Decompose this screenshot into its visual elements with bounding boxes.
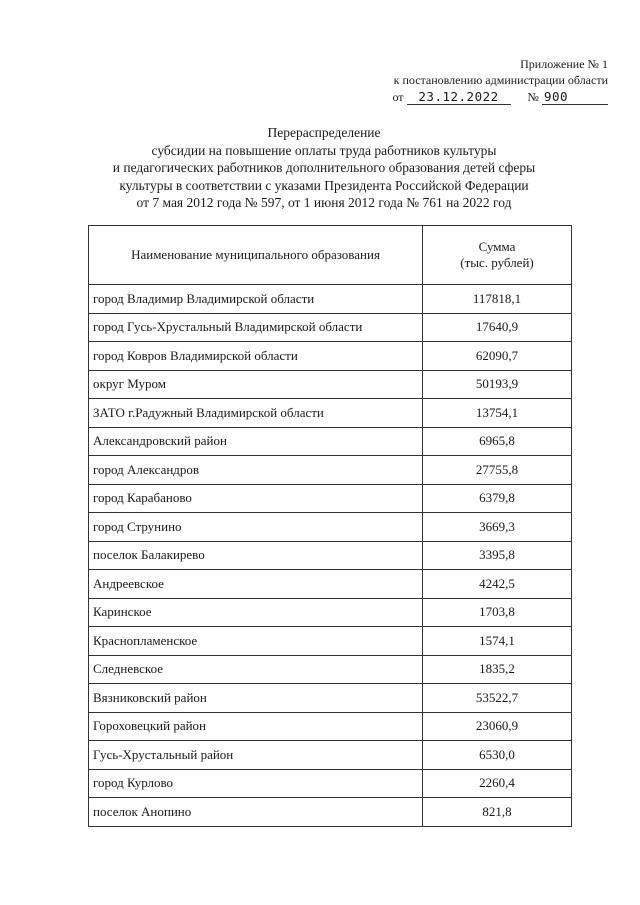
subsidy-amount: 1703,8 [423, 598, 572, 627]
table-row [89, 541, 572, 570]
municipality-name: округ Муром [89, 370, 423, 399]
table-row [89, 627, 572, 656]
title-line: и педагогических работников дополнительного образования детей сферы [112, 160, 536, 175]
appendix-date-line [392, 89, 608, 105]
subsidy-amount: 821,8 [423, 798, 572, 827]
municipality-name: Александровский район [89, 427, 423, 456]
municipality-name: Гусь-Хрустальный район [89, 741, 423, 770]
municipality-name: город Курлово [89, 769, 423, 798]
table-row [89, 399, 572, 428]
municipality-name: Краснопламенское [89, 627, 423, 656]
table-row [89, 484, 572, 513]
table-row [89, 370, 572, 399]
table-row [89, 598, 572, 627]
subsidy-amount: 17640,9 [423, 313, 572, 342]
municipality-name: город Ковров Владимирской области [89, 342, 423, 371]
municipality-name: Гороховецкий район [89, 712, 423, 741]
title-line: субсидии на повышение оплаты труда работников культуры [151, 142, 497, 158]
column-header-sum-unit: (тыс. рублей) [460, 255, 534, 270]
subsidy-amount: 13754,1 [423, 399, 572, 428]
subsidy-amount: 6379,8 [423, 484, 572, 513]
column-header-sum-title: Сумма [478, 239, 516, 254]
table-header-row [89, 226, 572, 285]
subsidy-amount: 1574,1 [423, 627, 572, 656]
subsidy-amount: 23060,9 [423, 712, 572, 741]
municipality-name: ЗАТО г.Радужный Владимирской области [89, 399, 423, 428]
subsidy-amount: 27755,8 [423, 456, 572, 485]
municipality-name: город Карабаново [89, 484, 423, 513]
column-header-name: Наименование муниципального образования [89, 226, 423, 285]
subsidy-amount: 1835,2 [423, 655, 572, 684]
subsidy-amount: 6965,8 [423, 427, 572, 456]
municipality-name: город Александров [89, 456, 423, 485]
subsidy-table [88, 225, 572, 827]
subsidy-amount: 50193,9 [423, 370, 572, 399]
column-header-sum [423, 226, 572, 285]
appendix-title: Приложение № 1 [520, 57, 608, 71]
table-row [89, 655, 572, 684]
subsidy-amount: 2260,4 [423, 769, 572, 798]
table-row [89, 313, 572, 342]
title-line: от 7 мая 2012 года № 597, от 1 июня 2012 года № 761 на 2022 год [136, 195, 512, 210]
municipality-name: город Гусь-Хрустальный Владимирской области [89, 313, 423, 342]
table-row [89, 570, 572, 599]
municipality-name: город Струнино [89, 513, 423, 542]
municipality-name: Андреевское [89, 570, 423, 599]
table-row [89, 798, 572, 827]
municipality-name: Следневское [89, 655, 423, 684]
subsidy-amount: 117818,1 [423, 285, 572, 314]
table-row [89, 456, 572, 485]
appendix-decree: к постановлению администрации области [393, 73, 608, 87]
number-label: № [527, 90, 539, 104]
municipality-name: Вязниковский район [89, 684, 423, 713]
subsidy-amount: 53522,7 [423, 684, 572, 713]
municipality-name: поселок Анопино [89, 798, 423, 827]
subsidy-amount: 3395,8 [423, 541, 572, 570]
document-title [80, 124, 568, 212]
municipality-name: поселок Балакирево [89, 541, 423, 570]
decree-date: 23.12.2022 [407, 90, 511, 105]
table-row [89, 342, 572, 371]
table-row [89, 712, 572, 741]
municipality-name: город Владимир Владимирской области [89, 285, 423, 314]
table-row [89, 285, 572, 314]
subsidy-amount: 4242,5 [423, 570, 572, 599]
from-label: от [392, 90, 404, 104]
table-body [89, 285, 572, 827]
subsidy-amount: 6530,0 [423, 741, 572, 770]
decree-number: 900 [542, 90, 608, 105]
table-row [89, 769, 572, 798]
title-line: культуры в соответствии с указами Президента Российской Федерации [119, 177, 529, 193]
appendix-block [392, 56, 608, 105]
table-row [89, 427, 572, 456]
table-row [89, 513, 572, 542]
table-row [89, 741, 572, 770]
municipality-name: Каринское [89, 598, 423, 627]
table-row [89, 684, 572, 713]
subsidy-amount: 3669,3 [423, 513, 572, 542]
title-line: Перераспределение [267, 125, 381, 140]
subsidy-amount: 62090,7 [423, 342, 572, 371]
